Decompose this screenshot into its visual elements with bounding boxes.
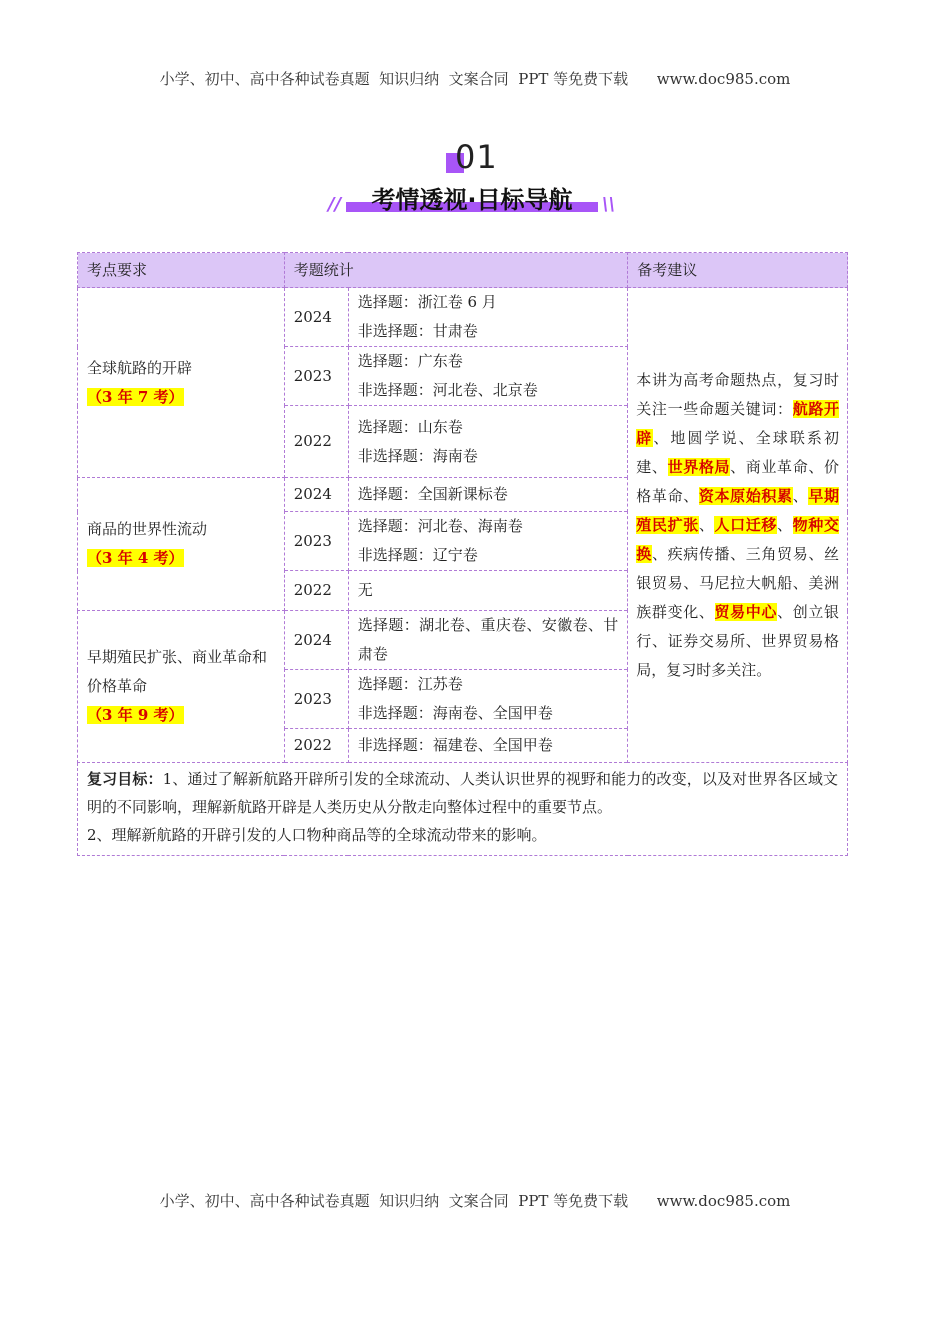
question-cell — [348, 512, 628, 571]
topic-cell — [78, 611, 285, 763]
advice-text: 、 — [777, 515, 793, 534]
advice-text: 本讲为高考命题热点，复习时关注一些命题关键词： — [636, 370, 839, 418]
section-title: 考情透视·目标导航 — [371, 186, 573, 214]
advice-text: 、创立银行、证券交易所、世界贸易格局，复习时多关注。 — [636, 602, 839, 679]
header-cell: 备考建议 — [628, 253, 848, 288]
keyword-highlight: 早期殖民扩张 — [636, 486, 839, 534]
advice-text: 、地圆学说、全球联系初建、 — [636, 428, 839, 476]
goal-label: 复习目标： — [87, 770, 163, 788]
topic-cell — [78, 478, 285, 611]
keyword-highlight: 航路开辟 — [636, 399, 839, 447]
goal-paragraph-2: 2、理解新航路的开辟引发的人口物种商品等的全球流动带来的影响。 — [87, 826, 547, 844]
review-goal-row — [78, 763, 848, 856]
goal-text: 1、通过了解新航路开辟所引发的全球流动、人类认识世界的视野和能力的改变，以及对世界各区域文明的不同影响，理解新航路开辟是人类历史从分散走向整体过程中的重要节点。 — [87, 770, 838, 816]
question-line: 选择题：全国新课标卷 — [357, 485, 508, 503]
section-number: 01 — [455, 138, 498, 176]
keyword-highlight: 贸易中心 — [714, 602, 778, 621]
year-cell: 2024 — [284, 611, 348, 670]
review-goal-cell — [78, 763, 848, 856]
year-cell: 2022 — [284, 729, 348, 763]
question-line: 无 — [357, 581, 373, 599]
topic-tag: （3 年 7 考） — [87, 387, 184, 406]
header-cell: 考题统计 — [284, 253, 628, 288]
question-line: 选择题：广东卷 — [357, 352, 463, 370]
exam-analysis-table — [77, 252, 848, 856]
advice-text: 、疾病传播、三角贸易、丝银贸易、马尼拉大帆船、美洲族群变化、 — [636, 544, 839, 621]
question-cell — [348, 729, 628, 763]
topic-name: 全球航路的开辟 — [87, 358, 193, 377]
keyword-highlight: 人口迁移 — [714, 515, 778, 534]
year-cell: 2023 — [284, 670, 348, 729]
topic-name: 早期殖民扩张、商业革命和价格革命 — [87, 648, 268, 695]
goal-paragraph-1 — [87, 765, 838, 821]
question-line: 非选择题：海南卷、全国甲卷 — [357, 704, 553, 722]
question-cell — [348, 478, 628, 512]
question-cell — [348, 347, 628, 406]
keyword-highlight: 世界格局 — [667, 457, 731, 476]
topic-tag: （3 年 4 考） — [87, 549, 184, 567]
question-line: 选择题：湖北卷、重庆卷、安徽卷、甘肃卷 — [357, 616, 619, 663]
header-cell: 考点要求 — [78, 253, 285, 288]
topic-tag: （3 年 9 考） — [87, 706, 184, 724]
topic-name: 商品的世界性流动 — [87, 520, 208, 538]
keyword-highlight: 资本原始积累 — [698, 486, 793, 505]
question-cell — [348, 670, 628, 729]
page-footer: 小学、初中、高中各种试卷真题 知识归纳 文案合同 PPT 等免费下载 www.doc985.com — [159, 1192, 791, 1210]
year-cell: 2022 — [284, 406, 348, 478]
year-cell: 2024 — [284, 288, 348, 347]
year-cell: 2023 — [284, 512, 348, 571]
advice-cell — [628, 288, 848, 763]
keyword-highlight: 物种交换 — [636, 515, 839, 563]
question-line: 选择题：浙江卷 6 月 — [357, 293, 497, 311]
left-slash-decoration: // — [328, 194, 342, 215]
question-line: 非选择题：河北卷、北京卷 — [357, 381, 538, 399]
advice-text: 、 — [698, 515, 715, 534]
right-slash-decoration: \\ — [602, 194, 616, 215]
question-line: 非选择题：甘肃卷 — [357, 322, 478, 340]
question-line: 非选择题：辽宁卷 — [357, 546, 478, 564]
advice-text: 、 — [792, 486, 809, 505]
question-line: 选择题：河北卷、海南卷 — [357, 517, 523, 535]
question-cell — [348, 288, 628, 347]
question-cell — [348, 571, 628, 611]
year-cell: 2023 — [284, 347, 348, 406]
question-cell — [348, 406, 628, 478]
year-cell: 2022 — [284, 571, 348, 611]
table-row — [78, 288, 848, 347]
table-header-row — [78, 253, 848, 288]
year-cell: 2024 — [284, 478, 348, 512]
question-line: 非选择题：海南卷 — [357, 446, 478, 465]
topic-cell — [78, 288, 285, 478]
question-line: 选择题：山东卷 — [357, 417, 463, 436]
question-line: 非选择题：福建卷、全国甲卷 — [357, 736, 553, 754]
question-cell — [348, 611, 628, 670]
advice-text: 、商业革命、价格革命、 — [636, 457, 839, 505]
question-line: 选择题：江苏卷 — [357, 675, 463, 693]
page-header: 小学、初中、高中各种试卷真题 知识归纳 文案合同 PPT 等免费下载 www.doc985.com — [159, 70, 791, 88]
